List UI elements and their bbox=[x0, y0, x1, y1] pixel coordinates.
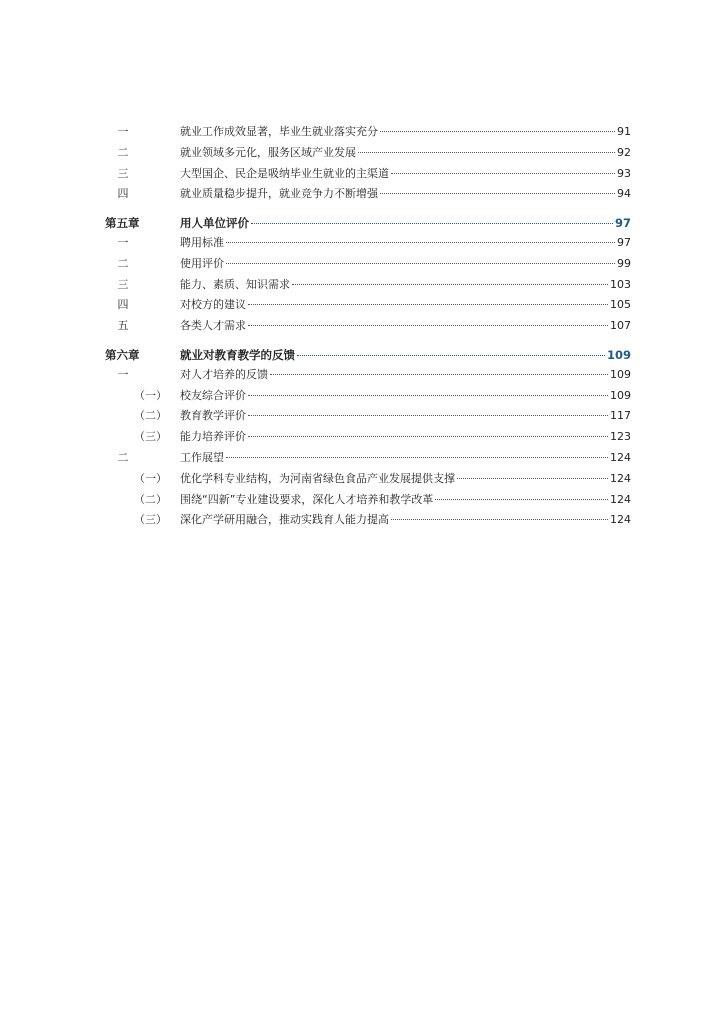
dot-leader bbox=[226, 263, 615, 264]
dot-leader bbox=[292, 284, 608, 285]
toc-entry[interactable] bbox=[0, 365, 724, 386]
dot-leader bbox=[226, 242, 615, 243]
toc-entry-title: 使用评价 bbox=[180, 256, 224, 270]
dot-leader bbox=[391, 519, 608, 520]
dot-leader bbox=[380, 131, 615, 132]
toc-entry-body bbox=[180, 406, 631, 427]
toc-entry-number: 二 bbox=[117, 256, 129, 270]
toc-entry-body bbox=[180, 275, 631, 296]
toc-entry-body bbox=[180, 469, 631, 490]
toc-entry-title: 就业工作成效显著，毕业生就业落实充分 bbox=[180, 125, 378, 138]
toc-page-number: 91 bbox=[617, 125, 631, 138]
toc-chapter-entry[interactable] bbox=[0, 345, 724, 365]
toc-entry-title: 能力、素质、知识需求 bbox=[180, 277, 290, 291]
toc-entry-body bbox=[180, 122, 631, 143]
toc-entry-number: 三 bbox=[117, 166, 129, 180]
toc-entry-number: （二） bbox=[134, 492, 167, 506]
toc-entry-body bbox=[180, 448, 631, 469]
toc-entry-body bbox=[180, 490, 631, 511]
toc-entry-body bbox=[180, 184, 631, 205]
dot-leader bbox=[248, 436, 608, 437]
toc-entry-title: 就业领域多元化，服务区域产业发展 bbox=[180, 145, 356, 159]
dot-leader bbox=[391, 173, 615, 174]
toc-entry-title: 就业对教育教学的反馈 bbox=[180, 347, 295, 362]
toc-page-number: 97 bbox=[617, 235, 631, 249]
toc-entry-title: 围绕“四新”专业建设要求，深化人才培养和教学改革 bbox=[180, 492, 434, 506]
toc-page-number: 92 bbox=[617, 145, 631, 159]
dot-leader bbox=[248, 415, 608, 416]
toc-entry-number: 四 bbox=[117, 298, 129, 312]
toc-entry[interactable] bbox=[0, 406, 724, 427]
toc-entry[interactable] bbox=[0, 295, 724, 316]
toc-entry-title: 能力培养评价 bbox=[180, 430, 246, 444]
toc-page-number: 107 bbox=[610, 319, 631, 333]
toc-page-number: 124 bbox=[610, 471, 631, 485]
toc-entry-number: 三 bbox=[117, 277, 129, 291]
toc-entry-title: 优化学科专业结构，为河南省绿色食品产业发展提供支撑 bbox=[180, 471, 455, 485]
toc-entry[interactable] bbox=[0, 448, 724, 469]
dot-leader bbox=[297, 355, 605, 356]
toc-entry-body bbox=[180, 345, 631, 365]
table-of-contents bbox=[0, 122, 724, 531]
toc-entry-title: 各类人才需求 bbox=[180, 319, 246, 333]
toc-page-number: 124 bbox=[610, 450, 631, 464]
toc-entry-title: 对校方的建议 bbox=[180, 298, 246, 312]
toc-entry-body bbox=[180, 164, 631, 185]
toc-entry[interactable] bbox=[0, 164, 724, 185]
dot-leader bbox=[251, 223, 613, 224]
toc-entry[interactable] bbox=[0, 510, 724, 531]
toc-entry-number: 一 bbox=[117, 125, 129, 138]
toc-entry-number: 五 bbox=[117, 319, 129, 333]
toc-page-number: 105 bbox=[610, 298, 631, 312]
toc-entry-body bbox=[180, 233, 631, 254]
toc-entry[interactable] bbox=[0, 469, 724, 490]
toc-entry-body bbox=[180, 213, 631, 233]
toc-entry[interactable] bbox=[0, 143, 724, 164]
toc-entry-number: 第六章 bbox=[105, 347, 140, 362]
toc-entry-number: 一 bbox=[117, 235, 129, 249]
toc-entry-body bbox=[180, 365, 631, 386]
toc-entry-title: 教育教学评价 bbox=[180, 409, 246, 423]
toc-entry[interactable] bbox=[0, 184, 724, 205]
toc-entry-title: 用人单位评价 bbox=[180, 215, 249, 230]
toc-entry-number: 第五章 bbox=[105, 215, 140, 230]
toc-entry[interactable] bbox=[0, 275, 724, 296]
toc-entry-number: 一 bbox=[117, 367, 129, 381]
toc-page-number: 93 bbox=[617, 166, 631, 180]
toc-entry-body bbox=[180, 143, 631, 164]
toc-entry-number: （三） bbox=[134, 430, 167, 444]
dot-leader bbox=[248, 325, 608, 326]
toc-entry-title: 大型国企、民企是吸纳毕业生就业的主渠道 bbox=[180, 166, 389, 180]
toc-entry-title: 深化产学研用融合，推动实践育人能力提高 bbox=[180, 513, 389, 527]
toc-entry-number: 四 bbox=[117, 187, 129, 201]
toc-entry[interactable] bbox=[0, 122, 724, 143]
toc-entry-title: 聘用标准 bbox=[180, 235, 224, 249]
toc-page-number: 109 bbox=[606, 347, 631, 362]
dot-leader bbox=[358, 152, 615, 153]
toc-page-number: 103 bbox=[610, 277, 631, 291]
toc-entry-title: 工作展望 bbox=[180, 450, 224, 464]
dot-leader bbox=[248, 304, 608, 305]
toc-entry-body bbox=[180, 254, 631, 275]
toc-entry-number: （二） bbox=[134, 409, 167, 423]
toc-entry[interactable] bbox=[0, 254, 724, 275]
toc-page-number: 124 bbox=[610, 492, 631, 506]
toc-page-number: 123 bbox=[610, 430, 631, 444]
toc-entry[interactable] bbox=[0, 316, 724, 337]
toc-chapter-entry[interactable] bbox=[0, 213, 724, 233]
toc-entry[interactable] bbox=[0, 233, 724, 254]
toc-page-number: 117 bbox=[610, 409, 631, 423]
toc-entry-body bbox=[180, 316, 631, 337]
toc-entry-body bbox=[180, 510, 631, 531]
toc-entry-body bbox=[180, 295, 631, 316]
dot-leader bbox=[435, 499, 608, 500]
toc-entry-number: 二 bbox=[117, 450, 129, 464]
toc-page-number: 124 bbox=[610, 513, 631, 527]
toc-entry-title: 对人才培养的反馈 bbox=[180, 367, 268, 381]
toc-page-number: 99 bbox=[617, 256, 631, 270]
toc-entry-title: 校友综合评价 bbox=[180, 388, 246, 402]
toc-entry-title: 就业质量稳步提升，就业竞争力不断增强 bbox=[180, 187, 378, 201]
toc-page-number: 109 bbox=[610, 367, 631, 381]
toc-entry[interactable] bbox=[0, 490, 724, 511]
toc-entry[interactable] bbox=[0, 427, 724, 448]
toc-entry-number: （一） bbox=[134, 388, 167, 402]
dot-leader bbox=[457, 478, 608, 479]
toc-entry-body bbox=[180, 427, 631, 448]
toc-entry-number: （一） bbox=[134, 471, 167, 485]
toc-page-number: 97 bbox=[614, 215, 631, 230]
dot-leader bbox=[270, 374, 608, 375]
toc-entry-body bbox=[180, 386, 631, 407]
toc-page-number: 109 bbox=[610, 388, 631, 402]
dot-leader bbox=[380, 193, 615, 194]
dot-leader bbox=[248, 395, 608, 396]
toc-entry-number: （三） bbox=[134, 513, 167, 527]
toc-entry-number: 二 bbox=[117, 145, 129, 159]
toc-page-number: 94 bbox=[617, 187, 631, 201]
toc-entry[interactable] bbox=[0, 386, 724, 407]
dot-leader bbox=[226, 457, 608, 458]
